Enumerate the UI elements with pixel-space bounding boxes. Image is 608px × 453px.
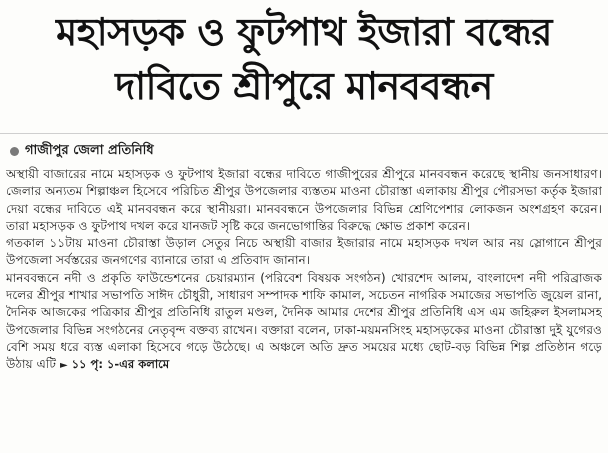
headline-line-2: দাবিতে শ্রীপুরে মানববন্ধন <box>115 64 493 108</box>
circle-bullet-icon <box>10 147 19 156</box>
headline-divider <box>0 133 608 134</box>
byline-text: গাজীপুর জেলা প্রতিনিধি <box>25 142 154 158</box>
paragraph-3-text: মানববন্ধনে নদী ও প্রকৃতি ফাউন্ডেশনের চেয়ারম্যান (পরিবেশ বিষয়ক সংগঠন) খোরশেদ আলম, বাংলাদেশ নদী পরিব্রাজক দলের শ্রীপুর শাখার সভাপতি সাঈদ চৌধুরী, সাধারণ সম্পাদক শাফি কামাল, সচেতন নাগরিক সমাজের সভাপতি জুয়েল রানা, দৈনিক আজকের পত্রিকার শ্রীপুর প্রতিনিধি রাতুল মণ্ডল, দৈনিক আমার দেশের শ্রীপুর প্রতিনিধি এস এম জহিরুল ইসলামসহ উপজেলার বিভিন্ন সংগঠনের নেতৃবৃন্দ বক্তব্য রাখেন। বক্তারা বলেন, ঢাকা-ময়মনসিংহ মহাসড়কের মাওনা চৌরাস্তা দুই যুগেরও বেশি সময় ধরে ব্যস্ত এলাকা হিসেবে গড়ে উঠেছে। এ অঞ্চলে অতি দ্রুত সময়ের মধ্যে ছোট-বড় বিভিন্ন শিল্প প্রতিষ্ঠান গড়ে উঠায় এটি <box>6 270 602 372</box>
article-body <box>6 166 602 446</box>
byline <box>10 141 154 161</box>
paragraph-3 <box>6 270 602 375</box>
paragraph-2: গতকাল ১১টায় মাওনা চৌরাস্তা উড়াল সেতুর নিচে অস্থায়ী বাজার ইজারার নামে মহাসড়ক দখল আর নয় স্লোগানে শ্রীপুর উপজেলা সর্বস্তরের জনগণের ব্যানারে তারা এ প্রতিবাদ জানান। <box>6 236 602 268</box>
paragraph-1: অস্থায়ী বাজারের নামে মহাসড়ক ও ফুটপাথ ইজারা বন্ধের দাবিতে গাজীপুরের শ্রীপুরে মানববন্ধন করেছে স্থানীয় জনসাধারণ। জেলার অন্যতম শিল্পাঞ্চল হিসেবে পরিচিত শ্রীপুর উপজেলার ব্যস্ততম মাওনা চৌরাস্তা এলাকায় শ্রীপুর পৌরসভা কর্তৃক ইজারা দেয়া বন্ধের দাবিতে এই মানববন্ধন করে স্থানীয়রা। মানববন্ধনে উপজেলার বিভিন্ন শ্রেণিপেশার লোকজন অংশগ্রহণ করেন। তারা মহাসড়ক ও ফুটপাথ দখল করে যানজট সৃষ্টি করে জনভোগান্তির বিরুদ্ধে ক্ষোভ প্রকাশ করেন। <box>6 167 602 233</box>
arrow-right-icon: ► <box>60 360 68 372</box>
continuation-note[interactable]: ১১ পৃ: ১-এর কলামে <box>71 357 170 372</box>
headline-line-1: মহাসড়ক ও ফুটপাথ ইজারা বন্ধের <box>56 10 552 54</box>
